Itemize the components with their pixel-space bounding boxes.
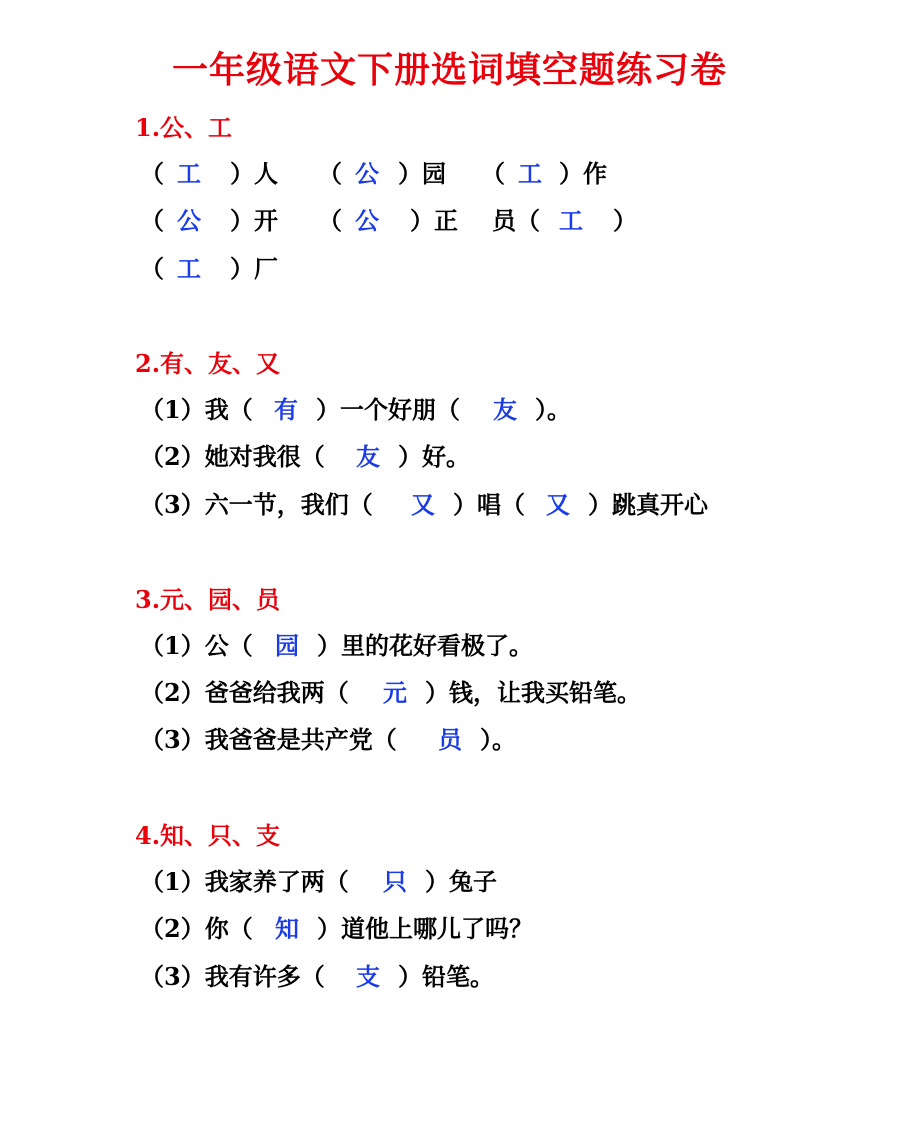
word-suffix: ）园 (398, 159, 446, 188)
answer-text: 园 (275, 631, 299, 660)
section-1-heading: 1.公、工 (135, 113, 233, 142)
answer-text: 又 (411, 490, 435, 519)
word-suffix: ）作 (559, 159, 607, 188)
question-text: （3）六一节，我们（ (140, 490, 373, 519)
answer-text: 工 (177, 159, 201, 188)
section-4-heading: 4.知、只、支 (135, 821, 281, 850)
question-text: （1）我（ (140, 395, 253, 424)
section-3-heading: 3.元、园、员 (135, 585, 281, 614)
section-4-row-3 (135, 960, 755, 994)
answer-text: 公 (355, 206, 379, 235)
section-3-row-2 (135, 676, 755, 710)
question-text: ）里的花好看极了。 (317, 631, 533, 660)
answer-text: 工 (559, 206, 583, 235)
section-3-row-3 (135, 723, 755, 757)
word-suffix: ）人 (230, 159, 278, 188)
question-text: （3）我爸爸是共产党（ (140, 725, 397, 754)
section-1-row-1 (135, 157, 755, 191)
paren-open: （ (318, 159, 342, 188)
paren-close: ） (613, 206, 637, 235)
question-text: ）一个好朋（ (316, 395, 460, 424)
section-2-heading: 2.有、友、又 (135, 349, 281, 378)
answer-text: 公 (355, 159, 379, 188)
question-text: （3）我有许多（ (140, 962, 325, 991)
paren-open: （ (140, 206, 164, 235)
question-text: ）好。 (398, 442, 470, 471)
section-2-row-2 (135, 440, 755, 474)
answer-text: 工 (177, 254, 201, 283)
answer-text: 员 (438, 725, 462, 754)
word-suffix: ）厂 (230, 254, 278, 283)
word-suffix: ）正 (410, 206, 458, 235)
question-text: （2）她对我很（ (140, 442, 325, 471)
section-1-row-2 (135, 204, 755, 238)
word-prefix: 员（ (492, 206, 540, 235)
answer-text: 又 (546, 490, 570, 519)
paren-open: （ (140, 254, 164, 283)
answer-text: 元 (383, 678, 407, 707)
section-1-row-3 (135, 252, 755, 286)
question-text: （1）公（ (140, 631, 253, 660)
answer-text: 知 (275, 914, 299, 943)
question-text: ）跳真开心 (588, 490, 708, 519)
question-text: ）道他上哪儿了吗？ (317, 914, 533, 943)
question-text: ）唱（ (453, 490, 525, 519)
answer-text: 只 (383, 867, 407, 896)
question-text: ）。 (535, 395, 571, 424)
word-suffix: ）开 (230, 206, 278, 235)
answer-text: 工 (518, 159, 542, 188)
section-3-row-1 (135, 629, 755, 663)
answer-text: 友 (493, 395, 517, 424)
question-text: ）钱，让我买铅笔。 (425, 678, 641, 707)
question-text: （2）你（ (140, 914, 253, 943)
question-text: ）铅笔。 (398, 962, 494, 991)
paren-open: （ (140, 159, 164, 188)
answer-text: 公 (177, 206, 201, 235)
question-text: （2）爸爸给我两（ (140, 678, 349, 707)
section-2-row-3 (135, 488, 755, 522)
section-4-row-1 (135, 865, 755, 899)
page-title: 一年级语文下册选词填空题练习卷 (171, 49, 727, 91)
question-text: ）。 (480, 725, 516, 754)
answer-text: 友 (356, 442, 380, 471)
paren-open: （ (318, 206, 342, 235)
paren-open: （ (481, 159, 505, 188)
answer-text: 有 (274, 395, 298, 424)
section-2-row-1 (135, 393, 755, 427)
question-text: ）兔子 (425, 867, 497, 896)
section-4-row-2 (135, 912, 755, 946)
answer-text: 支 (356, 962, 380, 991)
question-text: （1）我家养了两（ (140, 867, 349, 896)
